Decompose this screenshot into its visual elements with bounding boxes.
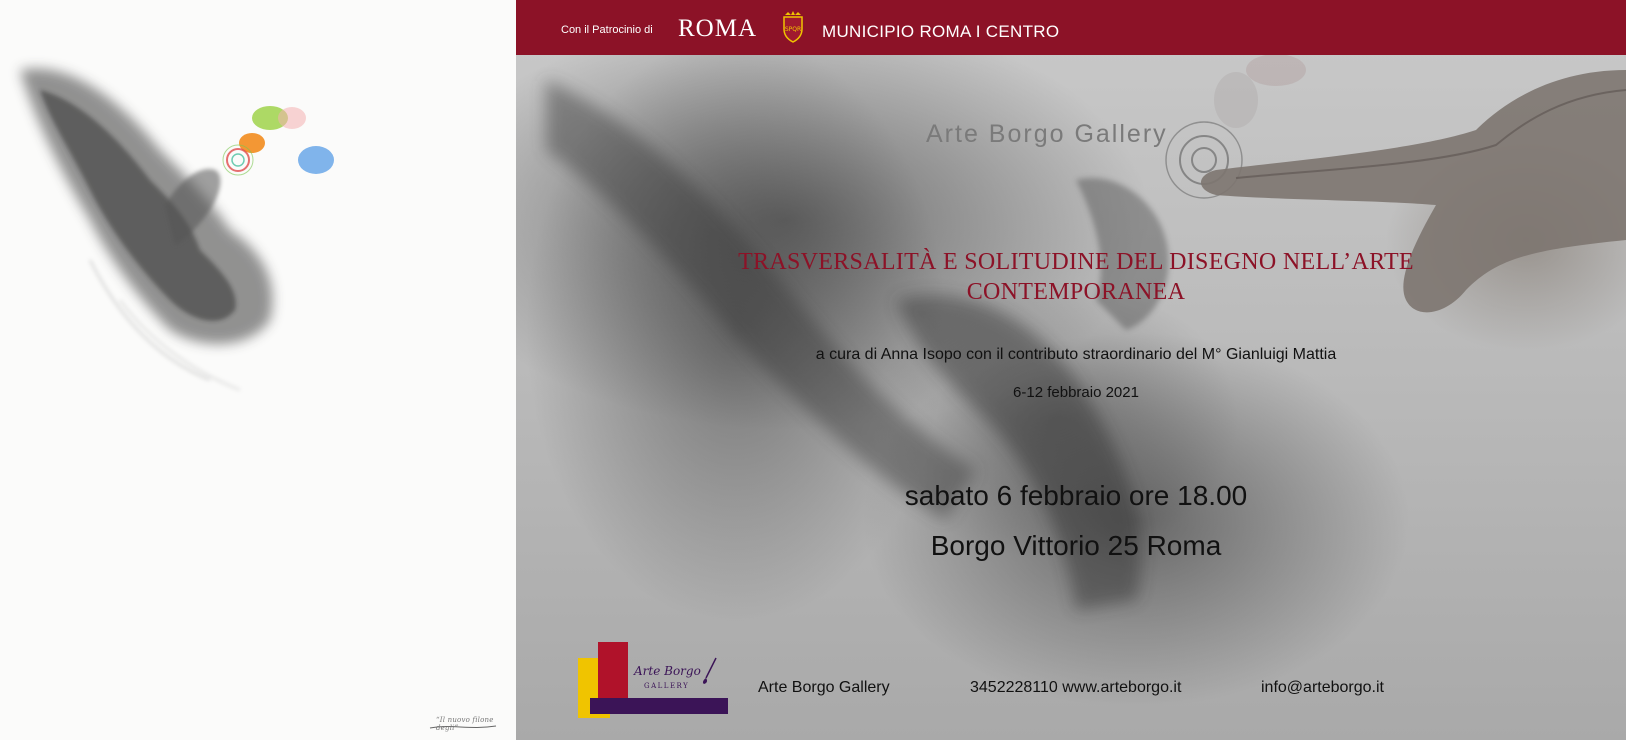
logo-red-block [598, 642, 628, 706]
footer-gallery-name: Arte Borgo Gallery [758, 679, 890, 696]
sponsor-header-bar [516, 0, 1626, 55]
exhibition-title-line1: TRASVERSALITÀ E SOLITUDINE DEL DISEGNO NELL’ARTE [738, 249, 1414, 275]
svg-text:SPQR: SPQR [784, 26, 802, 33]
footer-phone-website[interactable]: 3452228110 www.arteborgo.it [970, 679, 1182, 696]
curator-line: a cura di Anna Isopo con il contributo straordinario del M° Gianluigi Mattia [815, 346, 1337, 363]
footer-email-link[interactable]: info@arteborgo.it [1261, 679, 1384, 696]
exhibition-title-line2: CONTEMPORANEA [966, 279, 1186, 305]
artwork-panel [0, 0, 516, 740]
logo-subtext: GALLERY [644, 682, 690, 690]
gallery-name-heading: Arte Borgo Gallery [926, 120, 1168, 148]
exhibition-title [696, 247, 1456, 307]
rome-crest-icon [780, 11, 806, 43]
logo-purple-bar [590, 698, 728, 714]
paintbrush-icon [700, 656, 720, 686]
municipality-label: MUNICIPIO ROMA I CENTRO [822, 22, 1060, 41]
opening-time: sabato 6 febbraio ore 18.00 [904, 480, 1248, 511]
patron-label: Con il Patrocinio di [561, 24, 653, 36]
logo-text: Arte Borgo [634, 664, 701, 678]
artist-signature: “Il nuovo filone degli” [436, 716, 494, 732]
venue-address: Borgo Vittorio 25 Roma [930, 530, 1222, 561]
invitation-panel [516, 0, 1626, 740]
charcoal-background-drawing [516, 0, 1626, 740]
charcoal-hand-drawing [0, 0, 516, 740]
roma-logo-text: ROMA [678, 15, 758, 42]
exhibition-dates: 6-12 febbraio 2021 [1013, 384, 1139, 401]
gallery-logo [578, 642, 738, 722]
